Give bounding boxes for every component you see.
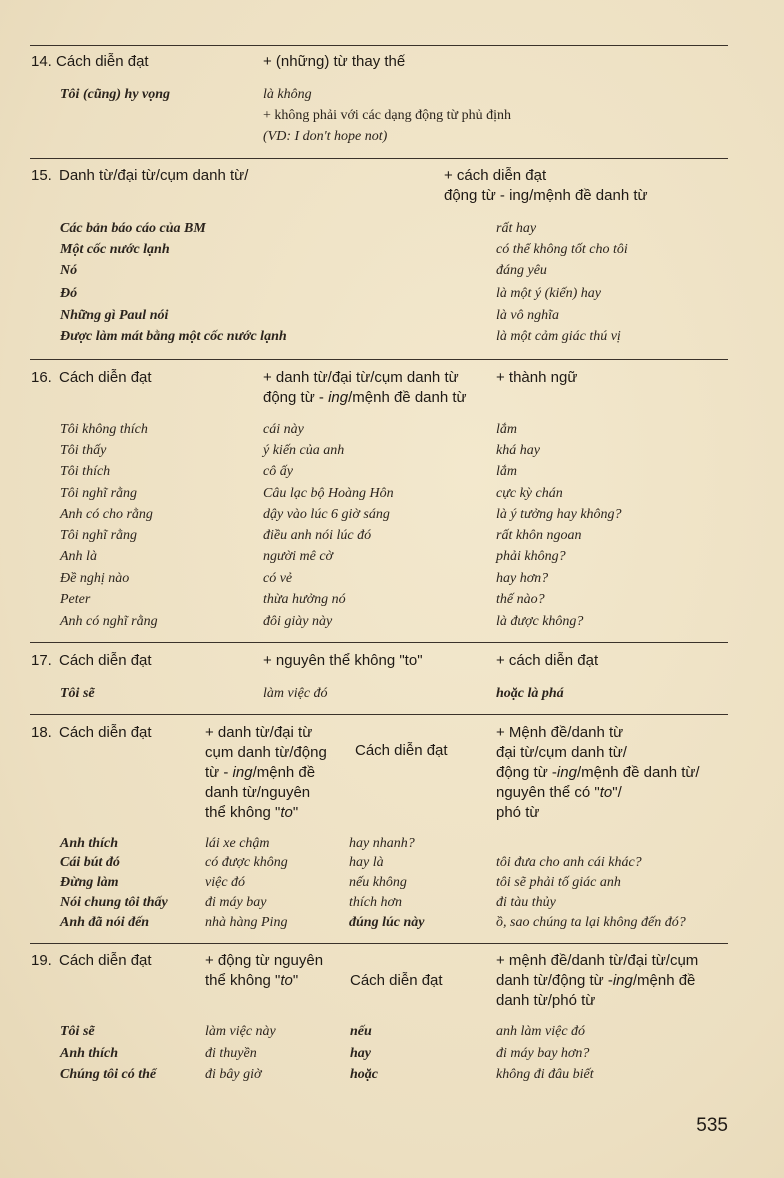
s16-row-col3: rất khôn ngoan (496, 528, 582, 543)
s16-row-col1: Tôi nghĩ rằng (60, 486, 138, 501)
s18-row-col1: Đừng làm (60, 875, 119, 890)
section-rule (30, 158, 728, 159)
s15-row-predicate: có thể không tốt cho tôi (496, 242, 628, 257)
s16-heading-2b: động từ - ing/mệnh đề danh từ (263, 389, 467, 406)
s18-row-col3: hay nhanh? (349, 836, 415, 851)
s16-row-col1: Tôi thấy (60, 443, 107, 458)
s16-row-col2: ý kiến của anh (263, 443, 345, 458)
s18-row-col1: Cái bút đó (60, 855, 120, 870)
s18-row-col1: Anh thích (60, 836, 118, 851)
s19-row-col4: không đi đâu biết (496, 1067, 594, 1082)
s18-heading-4: phó từ (496, 804, 540, 821)
s18-row-col2: lái xe chậm (205, 836, 270, 851)
s19-row-col4: anh làm việc đó (496, 1024, 586, 1039)
s15-row-predicate: là vô nghĩa (496, 308, 559, 323)
s17-row-col1: Tôi sẽ (60, 686, 95, 701)
s15-row-predicate: đáng yêu (496, 263, 547, 278)
s19-number: 19. (31, 952, 52, 969)
s18-row-col1: Anh đã nói đến (60, 915, 150, 930)
s16-row-col3: là ý tưởng hay không? (496, 507, 622, 522)
s16-row-col2: cái này (263, 422, 304, 437)
s18-row-col1: Nói chung tôi thấy (60, 895, 168, 910)
s15-row-predicate: rất hay (496, 221, 537, 236)
s16-row-col3: thế nào? (496, 592, 545, 607)
s16-row-col3: cực kỳ chán (496, 486, 563, 501)
s15-number: 15. (31, 167, 52, 184)
s17-row-col3: hoặc là phá (496, 686, 564, 701)
s18-row-col3: hay là (349, 855, 384, 870)
s18-number: 18. (31, 724, 52, 741)
s18-row-col4: đi tàu thủy (496, 895, 556, 910)
s18-heading-4: nguyên thể có "to"/ (496, 784, 622, 801)
s17-number: 17. (31, 652, 52, 669)
s14-note: (VD: I don't hope not) (263, 129, 388, 144)
s19-row-col1: Tôi sẽ (60, 1024, 95, 1039)
s15-row-subject: Được làm mát bằng một cốc nước lạnh (60, 329, 287, 344)
s15-row-subject: Đó (60, 286, 78, 301)
s19-heading-4: danh từ/động từ -ing/mệnh đề (496, 972, 696, 989)
s18-heading-1: Cách diễn đạt (59, 724, 152, 741)
s15-row-subject: Những gì Paul nói (60, 308, 169, 323)
s16-heading-1: Cách diễn đạt (59, 369, 152, 386)
s16-heading-2: + danh từ/đại từ/cụm danh từ (263, 369, 459, 386)
section-rule (30, 943, 728, 944)
s19-row-col2: làm việc này (205, 1024, 276, 1039)
s16-row-col1: Anh có nghĩ rằng (60, 614, 158, 629)
s16-row-col3: hay hơn? (496, 571, 549, 586)
s16-row-col1: Anh có cho rằng (60, 507, 153, 522)
s15-heading-2: + cách diễn đạt (444, 167, 547, 184)
s16-heading-3: + thành ngữ (496, 369, 578, 386)
s15-row-subject: Nó (60, 263, 78, 278)
s19-heading-2: thể không "to" (205, 972, 299, 989)
section-rule (30, 359, 728, 360)
section-rule (30, 642, 728, 643)
s19-row-col2: đi bây giờ (205, 1067, 262, 1082)
s17-heading-3: + cách diễn đạt (496, 652, 599, 669)
s16-row-col2: người mê cờ (263, 549, 334, 564)
s18-heading-4: động từ -ing/mệnh đề danh từ/ (496, 764, 700, 781)
s18-row-col2: đi máy bay (205, 895, 267, 910)
s18-heading-4: đại từ/cụm danh từ/ (496, 744, 627, 761)
s19-row-col3: nếu (350, 1024, 372, 1039)
s18-row-col4: tôi sẽ phải tố giác anh (496, 875, 621, 890)
section-rule (30, 45, 728, 46)
section-rule (30, 714, 728, 715)
s19-row-col1: Chúng tôi có thể (60, 1067, 157, 1082)
page-number: 535 (696, 1115, 728, 1136)
s16-row-col3: khá hay (496, 443, 540, 458)
s19-row-col3: hay (350, 1046, 371, 1061)
s16-row-col2: dậy vào lúc 6 giờ sáng (263, 507, 390, 522)
s18-row-col3: nếu không (349, 875, 407, 890)
s16-number: 16. (31, 369, 52, 386)
s18-row-col2: việc đó (205, 875, 246, 890)
s16-row-col2: điều anh nói lúc đó (263, 528, 372, 543)
s19-row-col4: đi máy bay hơn? (496, 1046, 590, 1061)
s16-row-col1: Peter (60, 592, 91, 607)
s14-example: là không (263, 87, 312, 102)
s18-row-col4: ồ, sao chúng ta lại không đến đó? (496, 915, 686, 930)
s18-row-col2: nhà hàng Ping (205, 915, 288, 930)
s16-row-col1: Tôi không thích (60, 422, 148, 437)
s16-row-col2: có vẻ (263, 571, 293, 586)
s16-row-col3: phải không? (496, 549, 566, 564)
s16-row-col3: là được không? (496, 614, 584, 629)
s15-row-subject: Các bản báo cáo của BM (60, 221, 206, 236)
s15-row-predicate: là một cảm giác thú vị (496, 329, 621, 344)
s18-row-col4: tôi đưa cho anh cái khác? (496, 855, 642, 870)
s18-heading-2: từ - ing/mệnh đề (205, 764, 316, 781)
s19-row-col3: hoặc (350, 1067, 378, 1082)
s15-row-subject: Một cốc nước lạnh (60, 242, 170, 257)
s17-row-col2: làm việc đó (263, 686, 328, 701)
s18-row-col2: có được không (205, 855, 288, 870)
s16-row-col2: cô ấy (263, 464, 293, 479)
s16-row-col2: thừa hưởng nó (263, 592, 346, 607)
s16-row-col1: Anh là (60, 549, 97, 564)
s16-row-col1: Đề nghị nào (60, 571, 130, 586)
s16-row-col3: lắm (496, 422, 517, 437)
s18-row-col3: thích hơn (349, 895, 402, 910)
s19-heading-2: + động từ nguyên (205, 952, 324, 969)
s19-heading-4: danh từ/phó từ (496, 992, 596, 1009)
s15-heading-1: Danh từ/đại từ/cụm danh từ/ (59, 167, 249, 184)
s15-heading-2b: động từ - ing/mệnh đề danh từ (444, 187, 648, 204)
s18-heading-2: cụm danh từ/động (205, 744, 327, 761)
s18-row-col3: đúng lúc này (349, 915, 425, 930)
s18-heading-2: thể không "to" (205, 804, 299, 821)
s16-row-col2: Câu lạc bộ Hoàng Hôn (263, 486, 394, 501)
s19-row-col2: đi thuyền (205, 1046, 257, 1061)
s17-heading-1: Cách diễn đạt (59, 652, 152, 669)
s19-heading-4: + mệnh đề/danh từ/đại từ/cụm (496, 952, 699, 969)
s17-heading-2: + nguyên thể không "to" (263, 652, 423, 669)
s19-row-col1: Anh thích (60, 1046, 118, 1061)
s18-heading-4: + Mệnh đề/danh từ (496, 724, 624, 741)
s19-heading-1: Cách diễn đạt (59, 952, 152, 969)
s18-heading-2: + danh từ/đại từ (205, 724, 313, 741)
s14-example: Tôi (cũng) hy vọng (60, 87, 171, 102)
s16-row-col2: đôi giày này (263, 614, 333, 629)
s16-row-col1: Tôi nghĩ rằng (60, 528, 138, 543)
s14-heading-1: 14. Cách diễn đạt (31, 53, 149, 70)
s19-heading-3: Cách diễn đạt (350, 972, 443, 989)
s16-row-col3: lắm (496, 464, 517, 479)
s18-heading-2: danh từ/nguyên (205, 784, 311, 801)
s14-heading-2: + (những) từ thay thế (263, 53, 406, 70)
s16-row-col1: Tôi thích (60, 464, 111, 479)
s14-note: + không phải với các dạng động từ phủ định (263, 108, 512, 123)
s18-heading-3: Cách diễn đạt (355, 742, 448, 759)
s15-row-predicate: là một ý (kiến) hay (496, 286, 601, 301)
